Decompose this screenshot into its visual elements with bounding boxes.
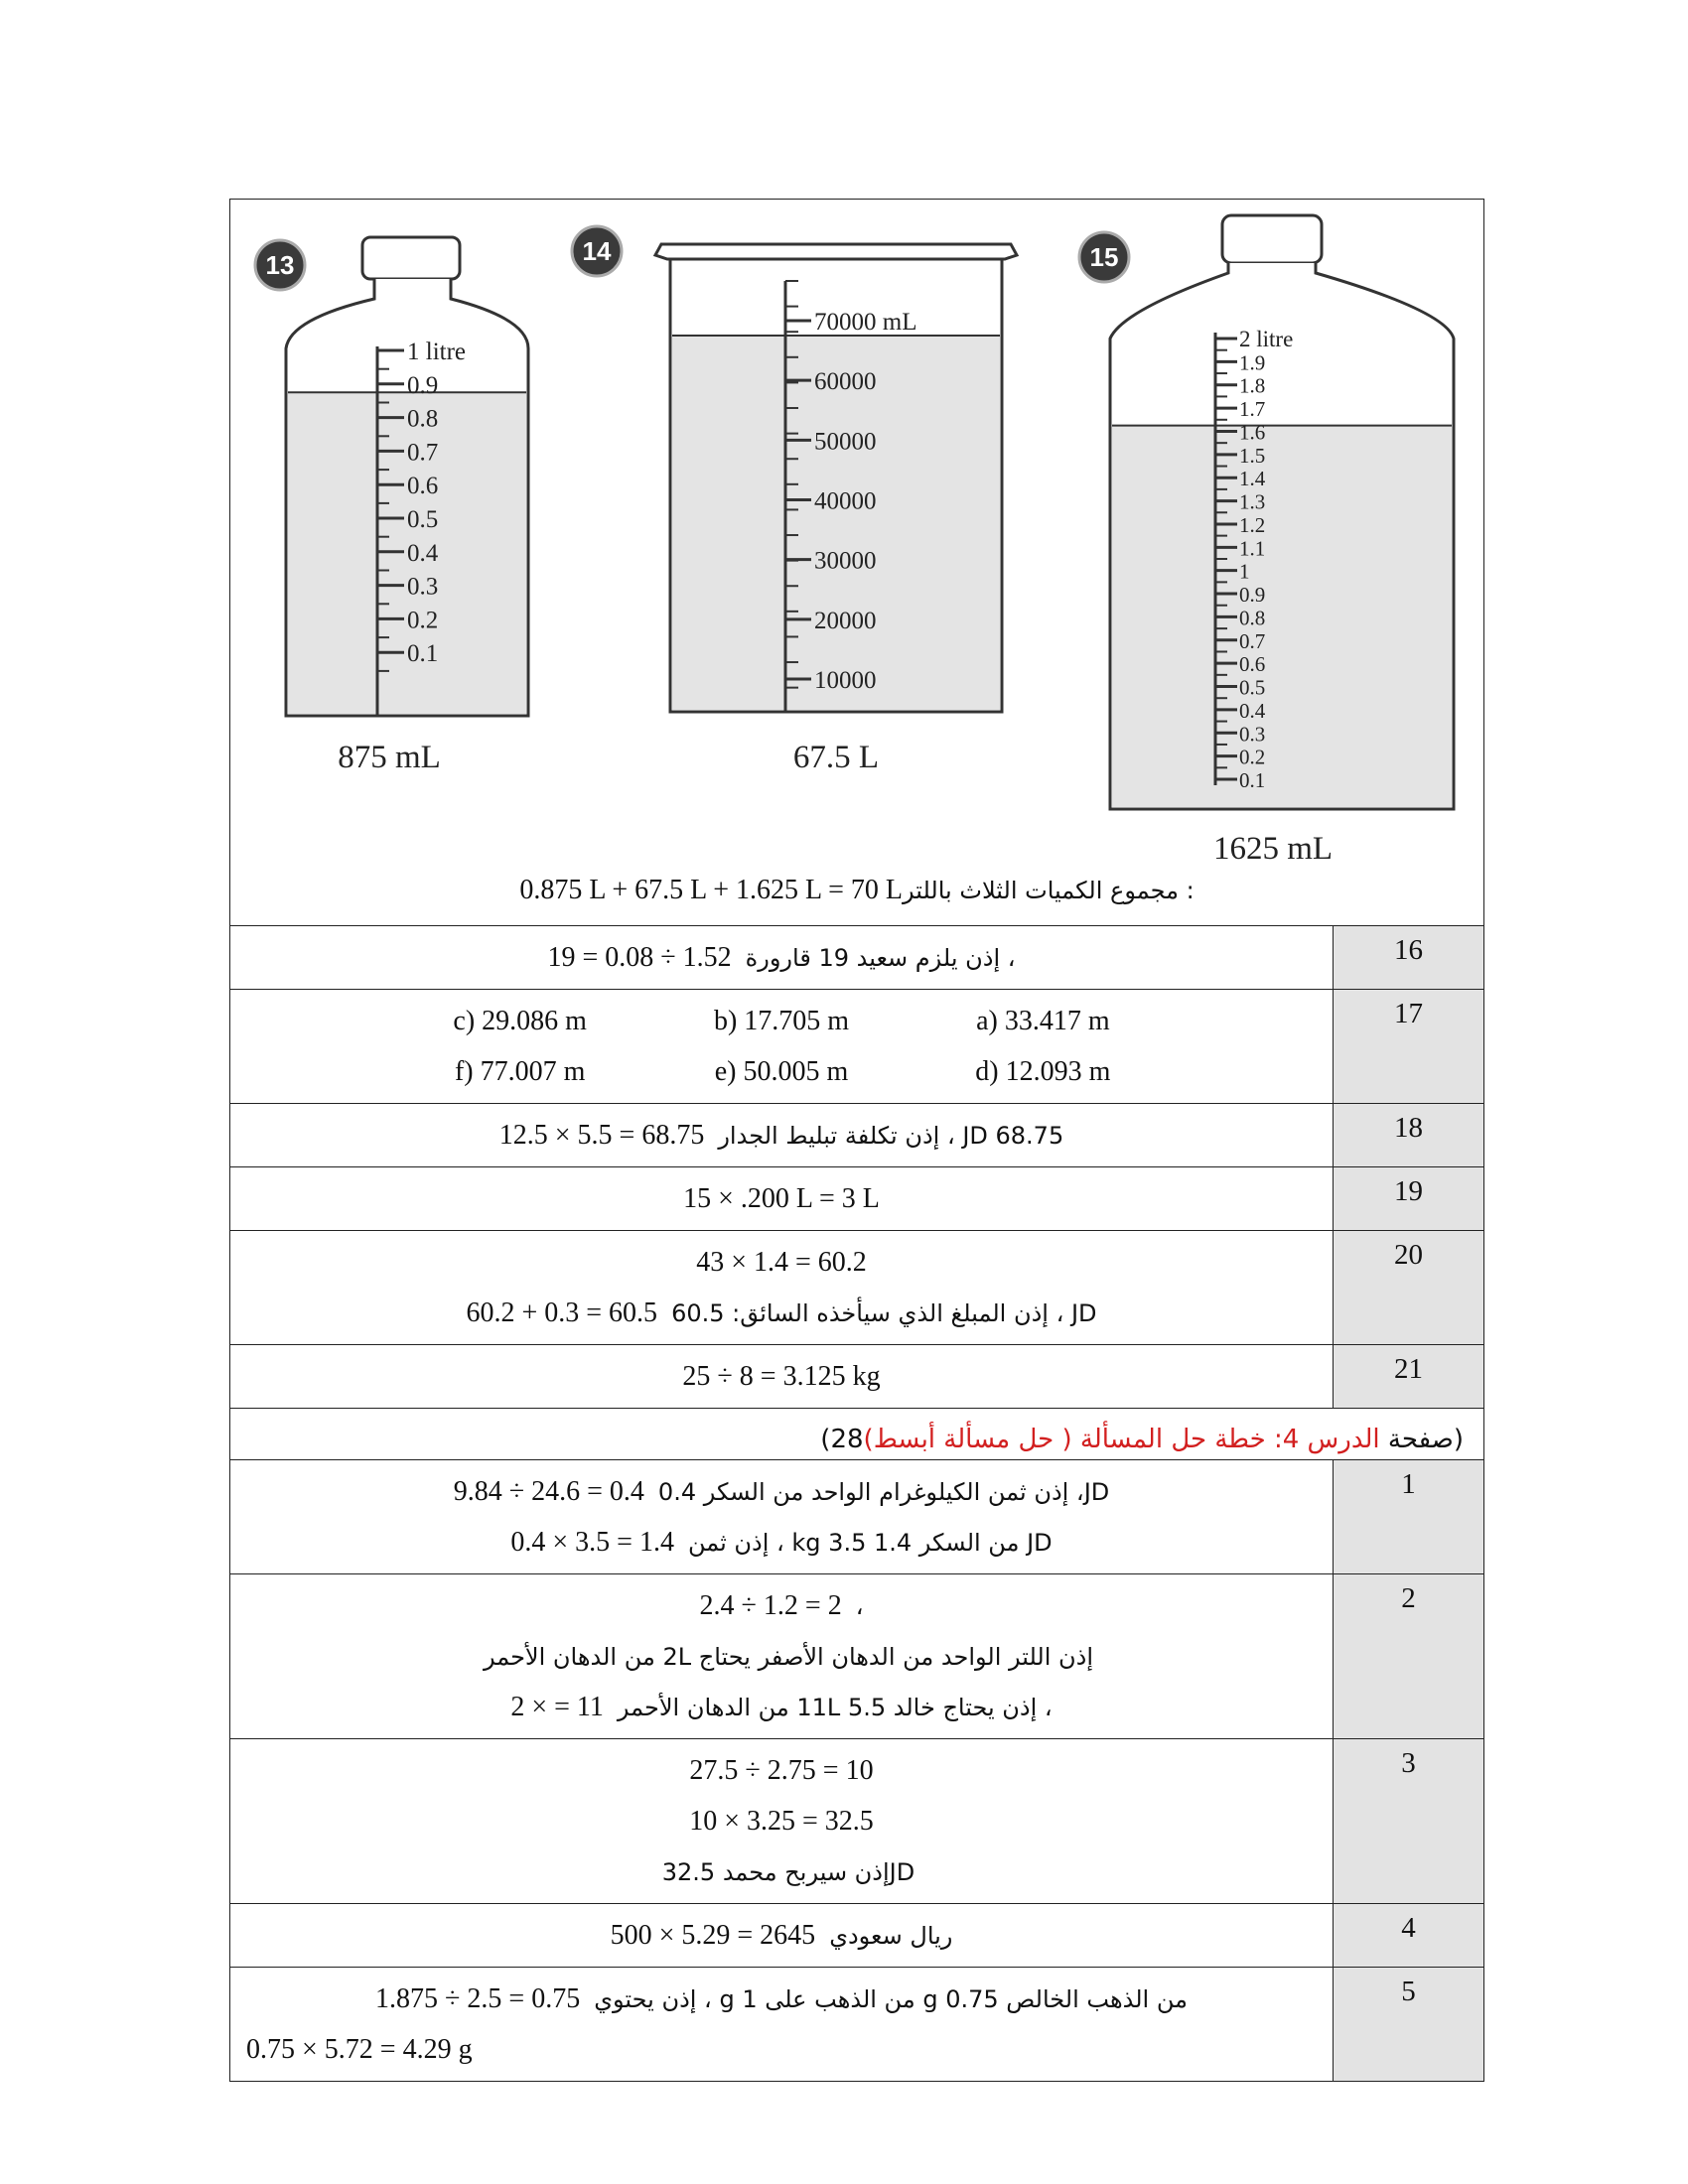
math-expression: 25 ÷ 8 = 3.125 kg	[682, 1361, 881, 1392]
scale-label: 0.5	[1239, 675, 1266, 700]
answer-line	[240, 1846, 1323, 1897]
scale-label: 1.6	[1239, 420, 1266, 445]
lesson-heading-page-number: 28)	[820, 1425, 864, 1454]
exercise-row	[230, 1104, 1483, 1167]
answer-item: d) 12.093 m	[975, 1056, 1111, 1087]
scale-label: 60000	[814, 368, 877, 396]
scale-label: 1	[1239, 559, 1250, 584]
scale-label: 30000	[814, 547, 877, 575]
math-expression: 0.4 × 3.5 = 1.4	[510, 1527, 674, 1558]
math-expression: 2.4 ÷ 1.2 = 2	[699, 1590, 842, 1621]
answer-line	[240, 1910, 1323, 1961]
measuring-containers-figure	[230, 200, 1483, 925]
answer-item: e) 50.005 m	[714, 1056, 849, 1087]
math-expression: 10 × 3.25 = 32.5	[689, 1806, 874, 1837]
answer-line	[240, 1237, 1323, 1288]
scale-label: 1.2	[1239, 512, 1266, 537]
answer-line	[240, 1974, 1323, 2024]
arabic-text: ، إذن يلزم سعيد 19 قارورة	[745, 944, 1016, 972]
answer-line	[240, 1351, 1323, 1402]
arabic-text: JD 68.75 ، إذن تكلفة تبليط الجدار	[718, 1122, 1064, 1150]
answer-line	[240, 1466, 1323, 1517]
scale-label: 0.2	[1239, 745, 1266, 769]
exercise-row	[230, 1739, 1483, 1904]
exercise-number: 19	[1333, 1167, 1483, 1230]
scale-label: 0.6	[1239, 652, 1266, 677]
exercise-row	[230, 990, 1483, 1104]
answer-line	[240, 1796, 1323, 1846]
scale-label: 0.7	[1239, 628, 1266, 653]
answer-line	[240, 932, 1323, 983]
arabic-text: JD، إذن ثمن الكيلوغرام الواحد من السكر 0.4	[657, 1478, 1110, 1506]
scale-label: 0.4	[1239, 698, 1266, 723]
scale-label: 50000	[814, 428, 877, 456]
scale-label: 40000	[814, 487, 877, 515]
scale-label: 1.5	[1239, 443, 1266, 468]
math-expression: 1.875 ÷ 2.5 = 0.75	[375, 1983, 581, 2014]
exercise-answer	[230, 1739, 1333, 1903]
scale-label: 0.5	[407, 506, 439, 533]
answer-line	[240, 1631, 1323, 1682]
scale-label: 0.8	[407, 405, 439, 433]
sum-label: مجموع الكميات الثلاث باللتر :	[902, 877, 1195, 904]
answer-line	[240, 1580, 1323, 1631]
scale-label: 1.3	[1239, 489, 1266, 514]
answer-line	[240, 1173, 1323, 1224]
exercise-answer	[230, 990, 1333, 1103]
lesson-heading-page: (صفحة	[1387, 1425, 1464, 1454]
scale-label: 2 litre	[1239, 327, 1294, 351]
scale-label: 0.3	[407, 573, 439, 601]
liquid-fill	[1112, 426, 1452, 807]
answer-line	[240, 1745, 1323, 1796]
scale-label: 0.8	[1239, 606, 1266, 630]
number-badge-label: 13	[265, 250, 295, 280]
exercise-number: 20	[1333, 1231, 1483, 1344]
exercise-rows-set-2	[230, 1460, 1483, 2082]
tub-rim	[655, 244, 1017, 259]
container-caption: 67.5 L	[792, 740, 880, 775]
lesson-heading-row	[230, 1409, 1483, 1460]
answer-item: f) 77.007 m	[454, 1056, 586, 1087]
exercise-row	[230, 1904, 1483, 1968]
answer-line	[240, 1682, 1323, 1732]
sum-equation-line	[230, 875, 1483, 906]
number-badge-label: 15	[1089, 242, 1119, 272]
container-caption: 875 mL	[338, 740, 441, 775]
sum-equation: 0.875 L + 67.5 L + 1.625 L = 70 L	[519, 875, 903, 905]
scale-label: 1.7	[1239, 397, 1266, 422]
scale-label: 0.2	[407, 607, 439, 634]
exercise-rows-set-1	[230, 926, 1483, 1409]
exercise-row	[230, 1460, 1483, 1574]
scale-label: 20000	[814, 607, 877, 634]
answer-sheet	[229, 199, 1484, 2082]
math-expression: 9.84 ÷ 24.6 = 0.4	[453, 1476, 644, 1507]
exercise-answer	[230, 1968, 1333, 2081]
math-expression: 27.5 ÷ 2.75 = 10	[689, 1755, 874, 1786]
arabic-text: JD من السكر 1.4 3.5 kg ، إذن ثمن	[687, 1529, 1053, 1557]
lesson-heading	[230, 1409, 1483, 1459]
exercise-row	[230, 1345, 1483, 1409]
scale-label: 0.1	[407, 640, 439, 668]
math-expression: 43 × 1.4 = 60.2	[696, 1247, 867, 1278]
answer-item: a) 33.417 m	[976, 1006, 1110, 1036]
math-expression: 15 × .200 L = 3 L	[683, 1183, 880, 1214]
arabic-text: JD ، إذن المبلغ الذي سيأخذه السائق: 60.5	[671, 1299, 1097, 1327]
exercise-number: 17	[1333, 990, 1483, 1103]
exercise-answer	[230, 926, 1333, 989]
scale-label: 0.4	[407, 539, 439, 567]
answer-item: c) 29.086 m	[453, 1006, 587, 1036]
math-expression: 12.5 × 5.5 = 68.75	[498, 1120, 705, 1151]
scale-label: 1.1	[1239, 536, 1266, 561]
scale-label: 0.7	[407, 439, 439, 467]
arabic-text: إذن اللتر الواحد من الدهان الأصفر يحتاج 2L من الدهان الأحمر	[483, 1643, 1094, 1671]
exercise-number: 5	[1333, 1968, 1483, 2081]
scale-label: 0.3	[1239, 722, 1266, 747]
bottle-cap	[362, 237, 460, 279]
exercise-answer	[230, 1104, 1333, 1166]
math-expression: 500 × 5.29 = 2645	[610, 1920, 816, 1951]
answer-grid	[240, 996, 1323, 1097]
exercise-row	[230, 1968, 1483, 2082]
math-expression: 19 = 0.08 ÷ 1.52	[547, 942, 732, 973]
lesson-heading-title: الدرس 4: خطة حل المسألة ( حل مسألة أبسط)	[863, 1425, 1380, 1454]
arabic-text: من الذهب الخالص 0.75 g من الذهب على 1 g ، إذن يحتوي	[594, 1985, 1188, 2013]
exercise-row	[230, 1231, 1483, 1345]
exercise-answer	[230, 1167, 1333, 1230]
exercise-answer	[230, 1231, 1333, 1344]
exercise-answer	[230, 1574, 1333, 1738]
answer-line	[240, 2024, 1323, 2075]
arabic-text: ، إذن يحتاج خالد 5.5 11L من الدهان الأحمر	[617, 1694, 1053, 1721]
scale-label: 0.9	[1239, 583, 1266, 608]
arabic-text: ،	[855, 1592, 864, 1620]
exercise-number: 18	[1333, 1104, 1483, 1166]
math-expression: 60.2 + 0.3 = 60.5	[466, 1297, 658, 1328]
exercise-row	[230, 926, 1483, 990]
container-caption: 1625 mL	[1212, 831, 1334, 867]
scale-label: 1.9	[1239, 350, 1266, 375]
exercise-number: 3	[1333, 1739, 1483, 1903]
figure-panel	[230, 200, 1483, 926]
number-badge-label: 14	[582, 236, 612, 266]
exercise-row	[230, 1574, 1483, 1739]
exercise-answer	[230, 1460, 1333, 1573]
exercise-number: 1	[1333, 1460, 1483, 1573]
answer-line	[240, 1517, 1323, 1568]
exercise-number: 4	[1333, 1904, 1483, 1967]
arabic-text: JDإذن سيربح محمد 32.5	[661, 1858, 915, 1886]
jug-cap	[1222, 215, 1322, 263]
scale-label: 0.6	[407, 473, 439, 500]
exercise-answer	[230, 1345, 1333, 1408]
exercise-number: 16	[1333, 926, 1483, 989]
scale-label: 1 litre	[407, 339, 467, 365]
scale-label: 1.4	[1239, 467, 1266, 491]
exercise-answer	[230, 1904, 1333, 1967]
answer-line	[240, 1288, 1323, 1338]
answer-line	[240, 1110, 1323, 1160]
scale-label: 10000	[814, 667, 877, 694]
scale-label: 1.8	[1239, 373, 1266, 398]
exercise-number: 21	[1333, 1345, 1483, 1408]
scale-label: 0.9	[407, 371, 439, 399]
math-expression: 2 × = 11	[510, 1692, 604, 1722]
scale-label: 0.1	[1239, 768, 1266, 792]
math-expression: 0.75 × 5.72 = 4.29 g	[246, 2034, 473, 2065]
exercise-number: 2	[1333, 1574, 1483, 1738]
answer-item: b) 17.705 m	[713, 1006, 850, 1036]
arabic-text: ريال سعودي	[829, 1922, 953, 1950]
exercise-row	[230, 1167, 1483, 1231]
scale-label: 70000 mL	[814, 309, 917, 336]
